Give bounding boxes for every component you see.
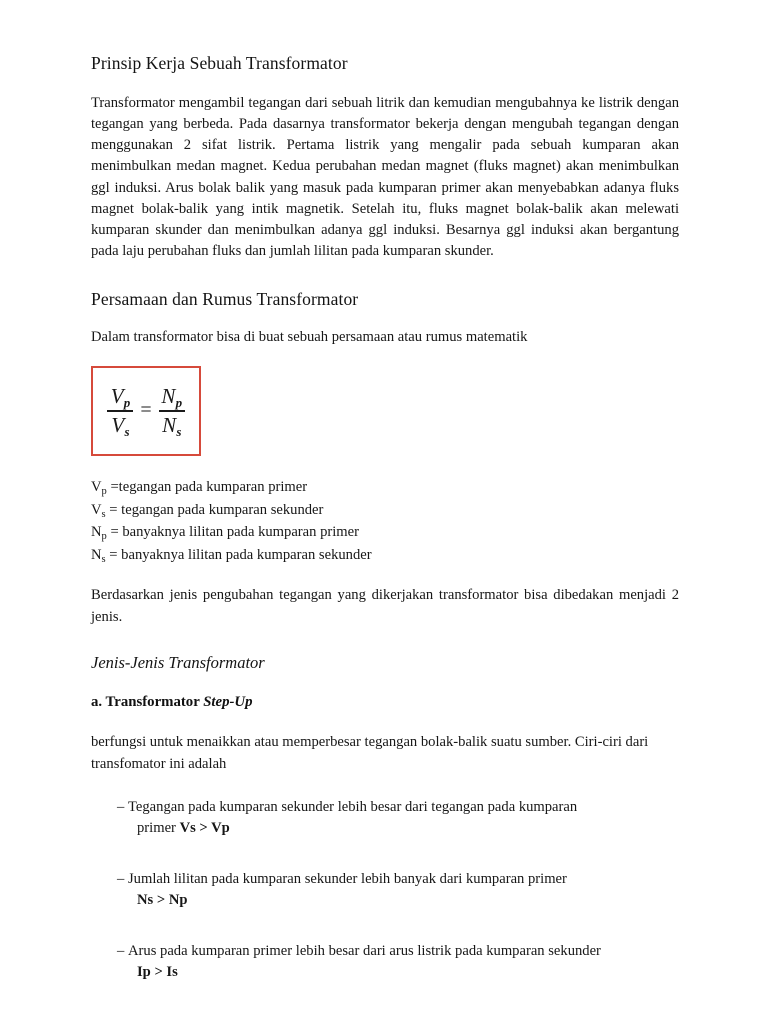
formula-box — [91, 366, 201, 456]
paragraph-types-intro: Berdasarkan jenis pengubahan tegangan yang dikerjakan transformator bisa dibedakan menjadi 2 jenis. — [91, 587, 679, 625]
list-item-formula: Ns > Np — [137, 891, 188, 908]
list-item — [91, 941, 679, 983]
fraction-voltage — [107, 384, 133, 440]
list-item — [91, 869, 679, 911]
list-item-text: Jumlah lilitan pada kumparan sekunder lebih banyak dari kumparan primer — [128, 870, 567, 887]
list-bullet-dash: – — [117, 798, 125, 815]
list-item-second-line — [128, 818, 679, 839]
list-bullet-dash: – — [117, 942, 125, 959]
list-item-text: Tegangan pada kumparan sekunder lebih besar dari tegangan pada kumparan — [128, 798, 578, 815]
document-content — [91, 52, 679, 983]
list-item-second-line — [128, 962, 679, 983]
equals-sign: = — [140, 398, 152, 421]
formula-container — [91, 366, 679, 461]
list-item-second-line — [128, 890, 679, 911]
paragraph-transformer-principle: Transformator mengambil tegangan dari sebuah litrik dan kemudian mengubahnya ke listrik dengan tegangan yang berbeda. Pada dasarnya transformator bekerja dengan mengubah tegangan dengan menggunakan 2 sifat listrik. Pertama listrik yang mengalir pada sebuah kumparan akan menimbulkan medan magnet. Kedua perubahan medan magnet (fluks magnet) akan menimbulkan ggl induksi. Arus bolak balik yang masuk pada kumparan primer akan menyebabkan adanya fluks magnet bolak-balik yang intik magnetik. Setelah itu, fluks magnet bolak-balik akan melewati kumparan skunder dan menimbulkan adanya ggl induksi. Besarnya ggl induksi akan bergantung pada laju perubahan fluks dan jumlah lilitan pada kumparan skunder. — [91, 94, 679, 260]
list-item-continuation: primer — [137, 819, 180, 836]
list-item-formula: Vs > Vp — [179, 819, 230, 836]
section-heading-types: Jenis-Jenis Transformator — [91, 652, 265, 672]
definition-item: $N_p$ = banyaknya lilitan pada kumparan primer — [91, 524, 359, 543]
paragraph-step-up-description: berfungsi untuk menaikkan atau memperbesar tegangan bolak-balik suatu sumber. Ciri-ciri dari transfomator ini adalah — [91, 734, 649, 772]
list-bullet-dash: – — [117, 870, 125, 887]
definition-item: $N_s$ = banyaknya lilitan pada kumparan sekunder — [91, 546, 372, 565]
fraction-bar-turns — [159, 410, 185, 412]
definition-item: $V_s$ = tegangan pada kumparan sekunder — [91, 501, 324, 520]
section-heading-equations: Persamaan dan Rumus Transformator — [91, 289, 359, 310]
page-title: Prinsip Kerja Sebuah Transformator — [91, 53, 348, 73]
fraction-turns — [159, 384, 185, 440]
subsection-prefix: a. Transformator — [91, 694, 204, 711]
fraction-bar-voltage — [107, 410, 133, 412]
fraction-denominator-turns: $N_s$ — [162, 413, 182, 440]
subsection-emphasis: Step-Up — [203, 694, 253, 711]
definition-list — [91, 477, 679, 567]
list-item-text: Arus pada kumparan primer lebih besar dari arus listrik pada kumparan sekunder — [128, 942, 601, 959]
fraction-numerator-voltage: $V_p$ — [110, 384, 131, 411]
list-item — [91, 797, 679, 839]
characteristics-list — [91, 797, 679, 983]
subsection-heading-step-up — [91, 693, 679, 712]
definition-item: $V_p$ =tegangan pada kumparan primer — [91, 479, 308, 498]
paragraph-equation-intro: Dalam transformator bisa di buat sebuah persamaan atau rumus matematik — [91, 329, 528, 346]
fraction-denominator-voltage: $V_s$ — [111, 413, 130, 440]
list-item-formula: Ip > Is — [137, 963, 178, 980]
fraction-numerator-turns: $N_p$ — [161, 384, 183, 411]
formula-inner — [93, 368, 199, 454]
